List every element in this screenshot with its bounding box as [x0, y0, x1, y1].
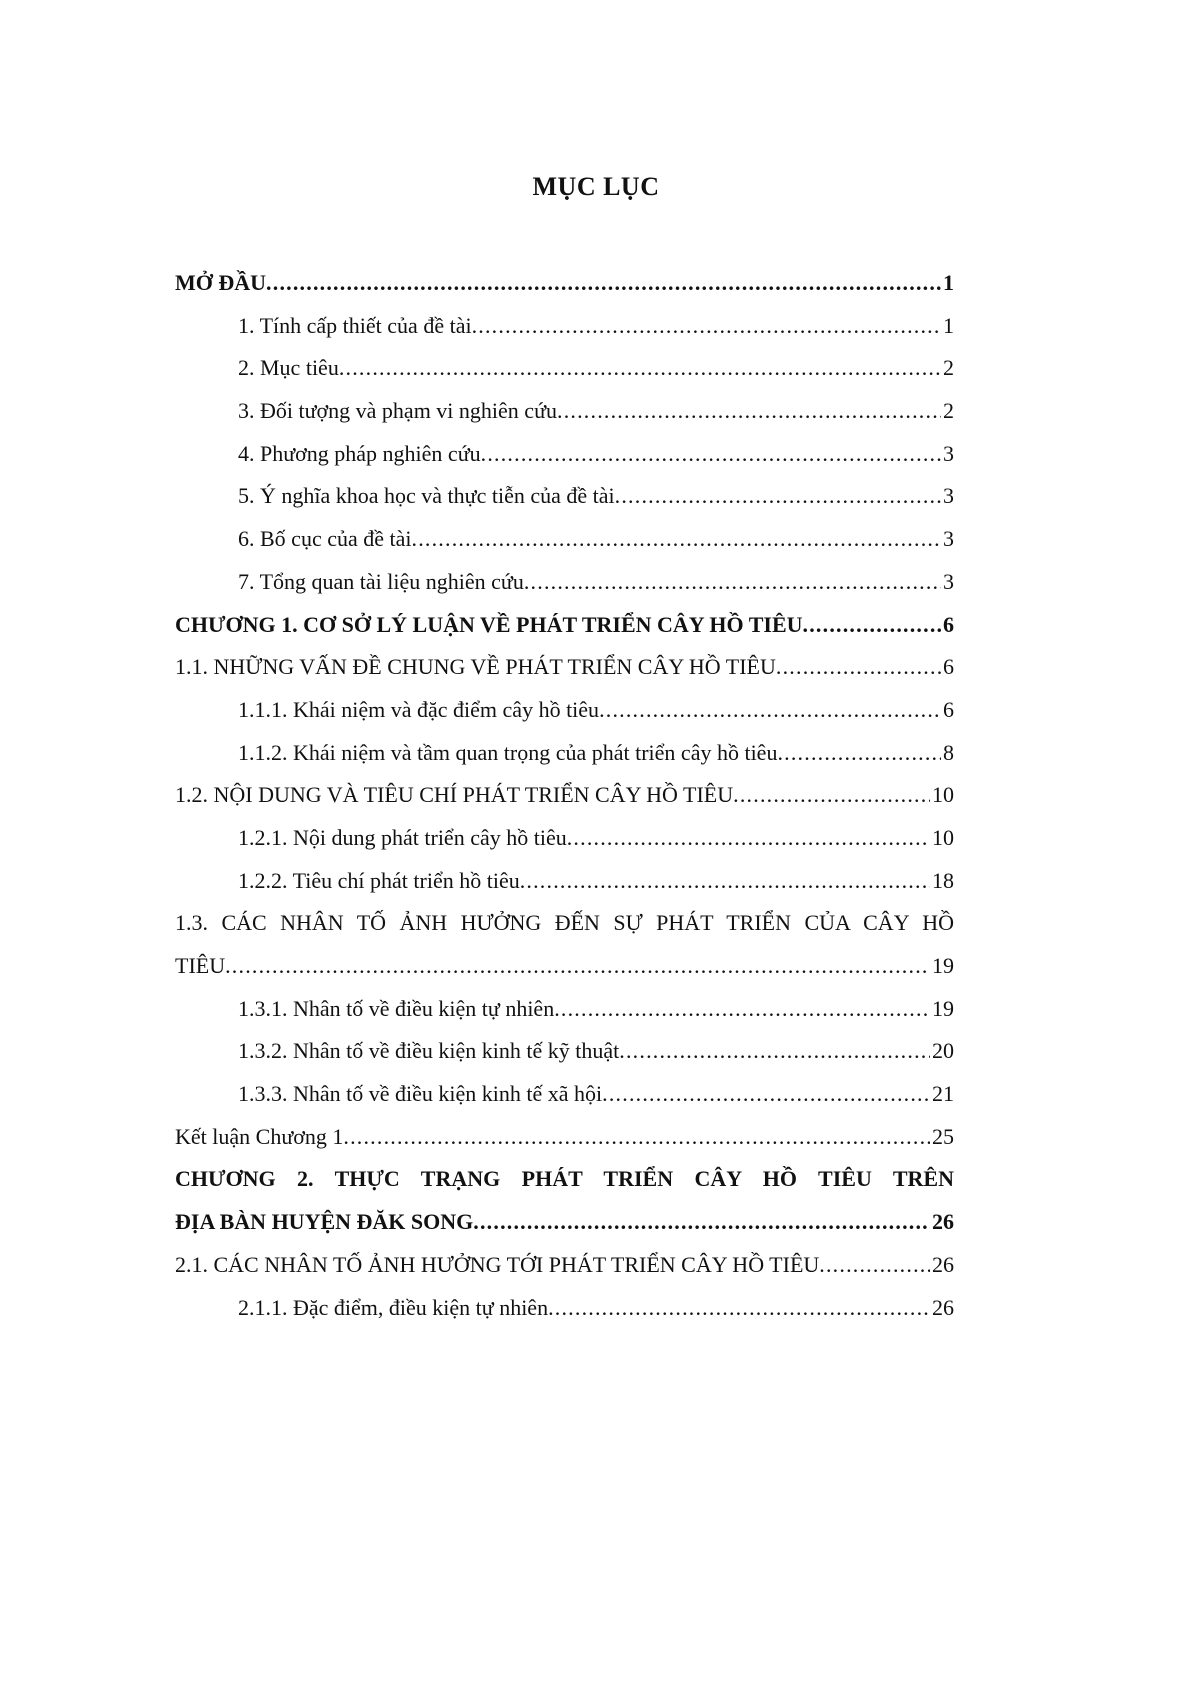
toc-entry[interactable]: [175, 774, 954, 817]
toc-entry-label: 1.3.3. Nhân tố về điều kiện kinh tế xã hội: [238, 1081, 603, 1107]
toc-entry[interactable]: [175, 732, 954, 775]
toc-entry[interactable]: [175, 1116, 954, 1159]
toc-page-number: 10: [932, 782, 954, 808]
toc-page-number: 18: [932, 867, 954, 893]
toc-entry-label: 1. Tính cấp thiết của đề tài: [238, 312, 472, 338]
dot-leader: [343, 1116, 930, 1159]
toc-entry-label: 1.1.2. Khái niệm và tầm quan trọng của phát triển cây hồ tiêu: [238, 739, 778, 765]
toc-entry-label: CHƯƠNG 2. THỰC TRẠNG PHÁT TRIỂN CÂY HỒ TIÊU TRÊN: [175, 1166, 954, 1192]
toc-entry[interactable]: [175, 433, 954, 476]
toc-entry-label: 1.2. NỘI DUNG VÀ TIÊU CHÍ PHÁT TRIỂN CÂY HỒ TIÊU: [175, 782, 734, 808]
dot-leader: [472, 305, 941, 348]
table-of-contents: [175, 262, 954, 1329]
toc-page-number: 3: [943, 526, 954, 552]
toc-entry[interactable]: [175, 860, 954, 903]
toc-page-number: 6: [943, 654, 954, 680]
dot-leader: [819, 1244, 930, 1287]
dot-leader: [473, 1201, 930, 1244]
toc-entry[interactable]: [175, 604, 954, 647]
toc-entry[interactable]: [175, 817, 954, 860]
toc-page-number: 21: [932, 1081, 954, 1107]
dot-leader: [524, 561, 941, 604]
toc-entry-label: Kết luận Chương 1: [175, 1123, 344, 1149]
toc-entry-label: 2. Mục tiêu: [238, 355, 339, 381]
toc-entry-label: 3. Đối tượng và phạm vi nghiên cứu: [238, 398, 557, 424]
toc-page-number: 20: [932, 1038, 954, 1064]
toc-page-number: 1: [943, 270, 954, 295]
dot-leader: [554, 988, 930, 1031]
toc-entry-label: 2.1.1. Đặc điểm, điều kiện tự nhiên: [238, 1294, 549, 1320]
toc-entry[interactable]: [175, 1287, 954, 1330]
dot-leader: [225, 945, 930, 988]
page-title: MỤC LỤC: [532, 172, 660, 201]
dot-leader: [266, 262, 941, 305]
dot-leader: [733, 774, 930, 817]
toc-page-number: 25: [932, 1123, 954, 1149]
dot-leader: [619, 1030, 930, 1073]
toc-entry-label: 1.3. CÁC NHÂN TỐ ẢNH HƯỞNG ĐẾN SỰ PHÁT TRIỂN CỦA CÂY HỒ: [175, 910, 954, 936]
dot-leader: [777, 732, 941, 775]
toc-page-number: 19: [932, 953, 954, 978]
toc-page-number: 26: [932, 1209, 954, 1235]
toc-entry-label: MỞ ĐẦU: [175, 270, 267, 295]
toc-entry-label: 1.2.1. Nội dung phát triển cây hồ tiêu: [238, 824, 567, 850]
dot-leader: [803, 604, 941, 647]
toc-entry-label: CHƯƠNG 1. CƠ SỞ LÝ LUẬN VỀ PHÁT TRIỂN CÂY HỒ TIÊU: [175, 611, 803, 637]
toc-page-number: 3: [943, 568, 954, 594]
dot-leader: [615, 475, 941, 518]
toc-entry[interactable]: [175, 1244, 954, 1287]
toc-page-number: 1: [943, 312, 954, 338]
toc-page-number: 6: [943, 696, 954, 722]
toc-page-number: 3: [943, 440, 954, 466]
toc-entry[interactable]: [175, 988, 954, 1031]
toc-entry[interactable]: [175, 646, 954, 689]
toc-entry-label: 2.1. CÁC NHÂN TỐ ẢNH HƯỞNG TỚI PHÁT TRIỂN CÂY HỒ TIÊU: [175, 1251, 820, 1277]
toc-page-number: 8: [943, 739, 954, 765]
toc-page-number: 10: [932, 824, 954, 850]
toc-entry[interactable]: [175, 390, 954, 433]
toc-entry-label: 1.1.1. Khái niệm và đặc điểm cây hồ tiêu: [238, 696, 600, 722]
dot-leader: [339, 347, 941, 390]
dot-leader: [412, 518, 942, 561]
dot-leader: [602, 1073, 930, 1116]
toc-entry-wrapped-line[interactable]: [175, 1158, 954, 1201]
toc-entry[interactable]: [175, 262, 954, 305]
toc-page-number: 6: [943, 611, 954, 637]
toc-entry-label: 1.3.1. Nhân tố về điều kiện tự nhiên: [238, 995, 555, 1021]
toc-page-number: 2: [943, 355, 954, 381]
dot-leader: [481, 433, 941, 476]
toc-entry[interactable]: [175, 475, 954, 518]
dot-leader: [548, 1287, 930, 1330]
toc-entry[interactable]: [175, 1030, 954, 1073]
dot-leader: [567, 817, 930, 860]
dot-leader: [776, 646, 941, 689]
toc-page-number: 2: [943, 398, 954, 424]
toc-entry-label: TIÊU: [175, 953, 226, 978]
toc-page-number: 3: [943, 483, 954, 509]
toc-entry[interactable]: [175, 561, 954, 604]
toc-entry[interactable]: [175, 518, 954, 561]
toc-entry[interactable]: [175, 689, 954, 732]
dot-leader: [557, 390, 941, 433]
toc-entry-wrapped-line[interactable]: [175, 902, 954, 945]
toc-entry-label: 1.1. NHỮNG VẤN ĐỀ CHUNG VỀ PHÁT TRIỂN CÂY HỒ TIÊU: [175, 654, 776, 680]
toc-entry[interactable]: [175, 945, 954, 988]
toc-page-number: 19: [932, 995, 954, 1021]
toc-entry[interactable]: [175, 347, 954, 390]
dot-leader: [599, 689, 941, 732]
toc-entry[interactable]: [175, 1201, 954, 1244]
toc-page-number: 26: [932, 1251, 954, 1277]
toc-entry-label: ĐỊA BÀN HUYỆN ĐĂK SONG: [175, 1209, 474, 1235]
toc-entry-label: 5. Ý nghĩa khoa học và thực tiễn của đề tài: [238, 483, 615, 509]
toc-entry[interactable]: [175, 1073, 954, 1116]
toc-entry-label: 4. Phương pháp nghiên cứu: [238, 440, 481, 466]
toc-entry-label: 1.2.2. Tiêu chí phát triển hồ tiêu: [238, 867, 520, 893]
toc-page-number: 26: [932, 1294, 954, 1320]
toc-entry-label: 6. Bố cục của đề tài: [238, 526, 412, 552]
dot-leader: [520, 860, 930, 903]
toc-entry-label: 7. Tổng quan tài liệu nghiên cứu: [238, 568, 524, 594]
toc-entry[interactable]: [175, 305, 954, 348]
toc-entry-label: 1.3.2. Nhân tố về điều kiện kinh tế kỹ thuật: [238, 1038, 620, 1064]
